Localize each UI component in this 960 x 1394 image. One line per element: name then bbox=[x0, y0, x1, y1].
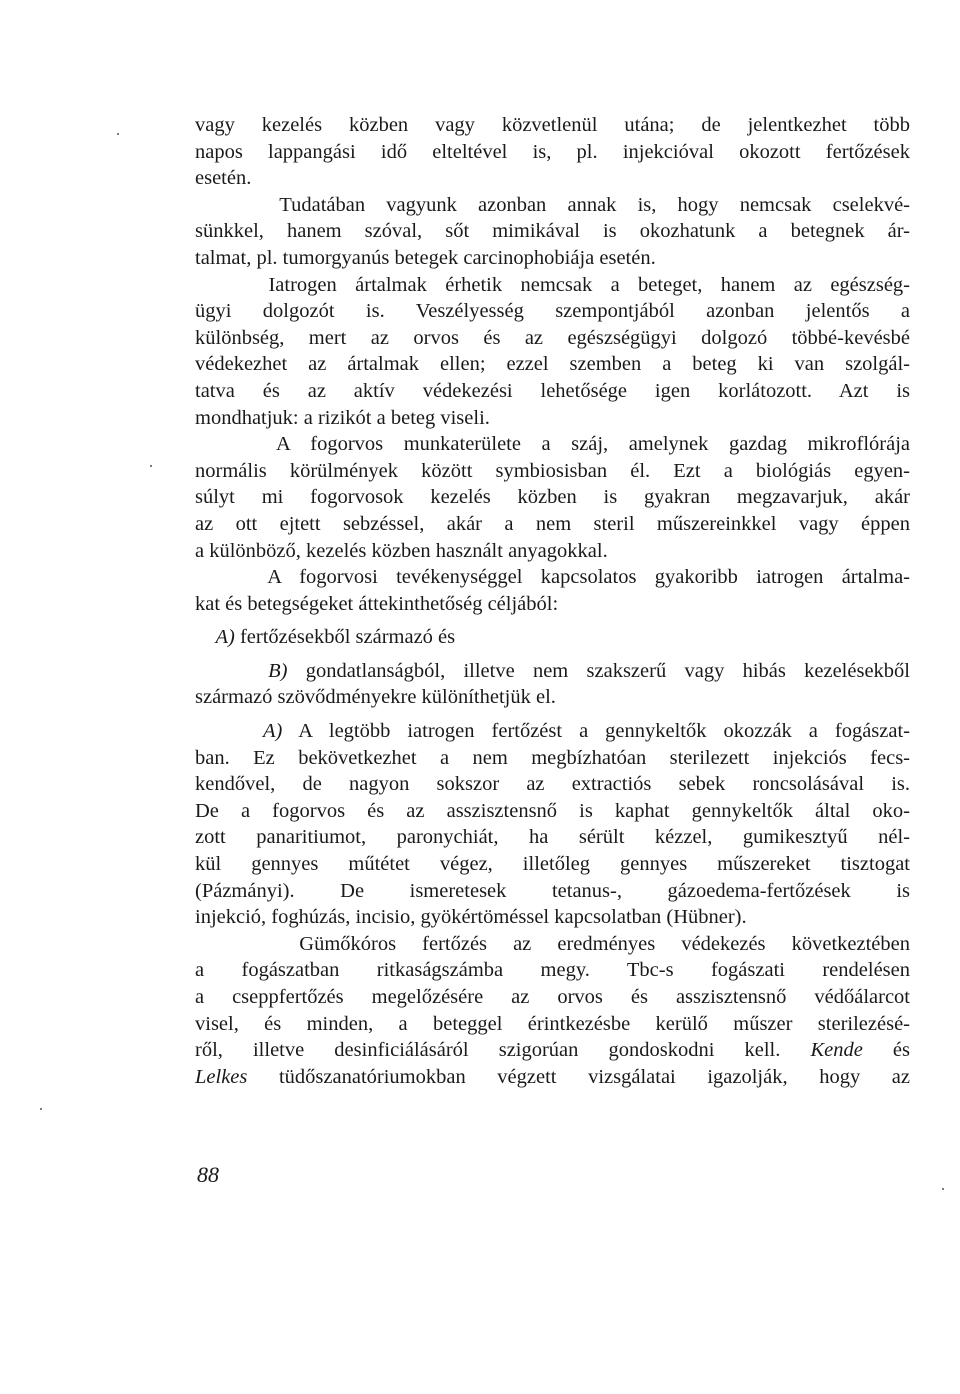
text-line: Iatrogen ártalmak érhetik nemcsak a beteget, hanem az egészség- bbox=[195, 273, 910, 296]
text-line: ről, illetve desinficiálásáról szigorúan gondoskodni kell. Kende és bbox=[195, 1039, 911, 1062]
text-line: védekezhet az ártalmak ellen; ezzel szemben a beteg ki van szolgál- bbox=[195, 353, 910, 376]
text-line: származó szövődményekre különíthetjük el. bbox=[195, 686, 556, 709]
text-line: tatva és az aktív védekezési lehetősége igen korlátozott. Azt is bbox=[195, 379, 910, 402]
text-line: vagy kezelés közben vagy közvetlenül utána; de jelentkezhet több bbox=[195, 114, 910, 136]
text-line: sünkkel, hanem szóval, sőt mimikával is okozhatunk a betegnek ár- bbox=[195, 220, 910, 243]
italic-term: B) bbox=[268, 659, 288, 682]
italic-term: A) bbox=[262, 720, 283, 743]
text-line: kül gennyes műtétet végez, illetőleg gennyes műszereket tisztogat bbox=[195, 853, 910, 876]
text-line: zott panaritiumot, paronychiát, ha sérült kézzel, gumikesztyű nél- bbox=[195, 826, 910, 849]
paragraph-gap bbox=[195, 617, 910, 624]
text-line: esetén. bbox=[195, 167, 252, 190]
text-line: a fogászatban ritkaságszámba megy. Tbc-s fogászati rendelésen bbox=[195, 959, 910, 982]
text-line: súlyt mi fogorvosok kezelés közben is gyakran megzavarjuk, akár bbox=[195, 486, 910, 509]
page-number: 88 bbox=[197, 1162, 219, 1187]
text-line: injekció, foghúzás, incisio, gyökértöméssel kapcsolatban (Hübner). bbox=[195, 906, 747, 929]
italic-term: Lelkes bbox=[195, 1065, 248, 1088]
text-line: ügyi dolgozót is. Veszélyesség szempontjából azonban jelentős a bbox=[195, 300, 910, 323]
text-line: ban. Ez bekövetkezhet a nem megbízhatóan sterilezett injekciós fecs- bbox=[195, 746, 910, 769]
text-line: az ott ejtett sebzéssel, akár a nem steril műszereinkkel vagy éppen bbox=[195, 512, 910, 535]
text-line: kat és betegségeket áttekinthetőség céljából: bbox=[195, 592, 559, 615]
italic-term: Kende bbox=[810, 1039, 863, 1062]
text-line: (Pázmányi). De ismeretesek tetanus-, gázoedema-fertőzések is bbox=[195, 879, 910, 902]
text-line: talmat, pl. tumorgyanús betegek carcinophobiája esetén. bbox=[195, 246, 656, 269]
text-line: különbség, mert az orvos és az egészségügyi dolgozó többé-kevésbé bbox=[195, 326, 910, 349]
page-body bbox=[195, 112, 910, 1090]
text-line: Tudatában vagyunk azonban annak is, hogy nemcsak cselekvé- bbox=[195, 193, 910, 216]
scan-speck bbox=[150, 465, 152, 467]
paragraph-gap bbox=[195, 711, 910, 718]
scan-speck bbox=[117, 133, 119, 135]
text-line: Gümőkóros fertőzés az eredményes védekezés következtében bbox=[195, 932, 910, 955]
text-line: A fogorvosi tevékenységgel kapcsolatos gyakoribb iatrogen ártalma- bbox=[195, 566, 910, 589]
text-line: A fogorvos munkaterülete a száj, amelynek gazdag mikroflórája bbox=[195, 433, 910, 456]
text-line: kendővel, de nagyon sokszor az extractiós sebek roncsolásával is. bbox=[195, 773, 910, 796]
text-line: A) fertőzésekből származó és bbox=[215, 626, 456, 649]
text-line: A) A legtöbb iatrogen fertőzést a gennykeltők okozzák a fogászat- bbox=[262, 720, 911, 743]
text-line: B) gondatlanságból, illetve nem szakszerű vagy hibás kezelésekből bbox=[268, 659, 910, 682]
text-line: mondhatjuk: a rizikót a beteg viseli. bbox=[195, 406, 490, 429]
text-line: De a fogorvos és az asszisztensnő is kaphat gennykeltők által oko- bbox=[195, 799, 910, 822]
italic-term: A) bbox=[215, 626, 235, 649]
text-line: napos lappangási idő elteltével is, pl. injekcióval okozott fertőzések bbox=[195, 140, 910, 163]
text-line: a cseppfertőzés megelőzésére az orvos és asszisztensnő védőálarcot bbox=[195, 986, 910, 1008]
text-line: Lelkes tüdőszanatóriumokban végzett vizsgálatai igazolják, hogy az bbox=[195, 1065, 910, 1088]
scan-speck bbox=[942, 1188, 944, 1190]
paragraph-gap bbox=[195, 651, 910, 658]
text-line: normális körülmények között symbiosisban él. Ezt a biológiás egyen- bbox=[195, 459, 910, 482]
scan-speck bbox=[40, 1108, 42, 1110]
text-line: a különböző, kezelés közben használt anyagokkal. bbox=[195, 539, 608, 562]
text-line: visel, és minden, a beteggel érintkezésbe kerülő műszer sterilezésé- bbox=[195, 1012, 910, 1035]
